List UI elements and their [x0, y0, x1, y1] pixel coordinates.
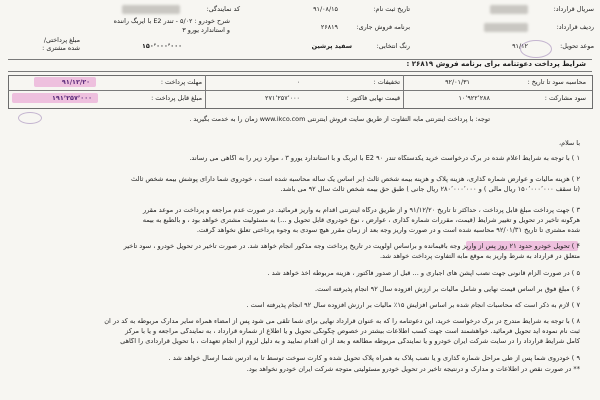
paragraph-3b: هرگونه تاخیر در تحویل و تغییر شرایط (قیمت، مقررات شماره گذاری ، عوارض ، نوع خودروی قابل تحویل و ...) به مسئولیت مشتری خواهد بود ، و بالطبع به بیمه [142, 217, 580, 224]
paragraph-8a: ۸ ) با توجه به شرایط مندرج در برگ درخواست خرید، این دعوتنامه را که به عنوان قرارداد نهایی برای شما تلقی می شود پس از امضاء همراه سایر مدارک مربوطه به کد در آن [104, 318, 580, 325]
delivery-value: ۹۱/۱۲ [512, 42, 528, 50]
paragraph-8c: کامل شرایط قرارداد را در سایت شرکت ایران خودرو و یا نمایندگی مربوطه مطالعه و بعد از آن اقدام نمایید و به دلیل لزوم از انجام تعهدات ، با تحویل قراردادی را آگاهی [120, 338, 580, 345]
price-value: ۱۵۰٬۰۰۰٬۰۰۰ [142, 42, 182, 50]
paragraph-3c: شده مشتری تا تاریخ ۹۲/۰۱/۳۱ محاسبه شده است و در صورت واریز وجه بعد از زمان مقرر هیچ سودی به وجوه پرداختی تعلق نخواهد گرفت. [196, 227, 580, 234]
partnership-profit-label: سود مشارکت : [544, 94, 586, 102]
internet-payment-note: توجه: با پرداخت اینترنتی مابه التفاوت از طریق سایت فروش اینترنتی www.ikco.com زمان را به خدمت بگیرید . [189, 115, 490, 123]
color-value: سفید پرشین [311, 42, 352, 50]
serial-value-redacted [490, 5, 528, 14]
greeting: با سلام، [559, 139, 580, 147]
partnership-profit-value: ۱۰٬۹۲۲٬۲۸۸ [458, 94, 490, 102]
paragraph-footnote: ** در صورت نقص در اطلاعات و مدارک و درنتیجه تاخیر در تحویل خودرو مسئولیتی متوجه شرکت ایران خودرو نخواهد بود. [246, 366, 580, 373]
dealer-value-redacted [122, 5, 180, 14]
summary-row-divider [8, 90, 592, 91]
due-date-value: ۹۱/۱۲/۲۰ [61, 78, 90, 86]
stamp-mark-small [18, 112, 42, 124]
delivery-label: موعد تحویل: [560, 42, 594, 50]
row-label: ردیف قرارداد: [556, 23, 594, 31]
date-value: ۹۱/۰۸/۱۵ [313, 5, 338, 13]
dealer-label: کد نمایندگی: [206, 5, 240, 13]
payable-value: ۱۹۱٬۲۵۷٬۰۰۰ [52, 94, 92, 102]
due-date-label: مهلت پرداخت : [160, 78, 202, 86]
paragraph-7: ۷ ) لازم به ذکر است که محاسبات انجام شده بر اساس افزایش ۱۵٪ مالیات بر ارزش افزوده سال ۹۲ انجام پذیرفته است . [246, 302, 580, 309]
car-description-2: و استاندارد یورو ۳ [182, 26, 230, 34]
discount-value: ۰ [296, 78, 300, 86]
paragraph-6: ۶ ) مبلغ فوق بر اساس قیمت نهایی و شامل مالیات بر ارزش افزوده سال ۹۲ انجام پذیرفته است. [314, 286, 580, 293]
payment-terms-title: شرایط پرداخت دعوتنامه برای برنامه فروش ۲۶۸۱۹ : [406, 60, 586, 68]
payable-label: مبلغ قابل پرداخت : [151, 94, 202, 102]
final-price-label: قیمت نهایی فاکتور : [346, 94, 400, 102]
price-label: مبلغ پرداختی/ [43, 36, 80, 44]
paragraph-2a: ۲ ) هزینه مالیات و عوارض شماره گذاری، هزینه پلاک و هزینه بیمه شخص ثالث (بر اساس یک ساله محاسبه شده است ، خودروی شما دارای پوشش بیمه شخص ثالث [131, 176, 580, 183]
car-description-1: شرح خودرو : ۵/۰۲ - تندر E2 با ایربگ راننده [113, 17, 230, 25]
row-value-redacted [484, 23, 528, 32]
final-price-value: ۲۷۱٬۲۵۷٬۰۰۰ [265, 94, 300, 102]
stamp-mark [520, 40, 552, 58]
program-label: برنامه فروش جاری: [356, 23, 410, 31]
paragraph-5: ۵ ) در صورت الزام قانونی جهت نصب آپشن های اجباری و ... قبل از صدور فاکتور ، هزینه مربوطه اخذ خواهد شد . [267, 270, 580, 277]
profit-date-value: ۹۲/۰۱/۳۱ [445, 78, 470, 86]
discount-label: تخفیفات : [373, 78, 400, 86]
color-label: رنگ انتخابی: [376, 42, 410, 50]
title-rule-bottom [8, 71, 592, 72]
paragraph-1: ۱ ) با توجه به شرایط اعلام شده در برگ درخواست خرید یکدستگاه تندر ۹۰ E2 با ایربگ و با استاندارد یورو ۳ ، موارد زیر را به آگاهی می رساند. [189, 155, 580, 162]
paragraph-3a: ۳ ) جهت پرداخت مبلغ قابل پرداخت ، حداکثر تا تاریخ ۹۱/۱۲/۲۰ و از طریق درگاه اینترنتی اقدام به واریز فرمائید. در صورت عدم مراجعه و پرداخت در موعد مقرر [142, 207, 580, 214]
profit-date-label: محاسبه سود تا تاریخ : [527, 78, 586, 86]
serial-label: سریال قرارداد: [553, 5, 594, 13]
summary-col-divider-1 [205, 75, 206, 108]
paragraph-4a: ۴ ) تحویل خودرو حدود ۲۱ روز پس از واریز وجه باقیمانده و براساس اولویت در تاریخ پرداخت وجه مذکور انجام خواهد شد. در صورت تاخیر در تحویل خودرو ، سود تاخیر [123, 243, 580, 250]
paragraph-2b: (تا سقف ۱۵۰٬۰۰۰٬۰۰۰ ریال مالی ) و ۲۸۰٬۰۰۰٬۰۰۰ ریال جانی ) طبق حق بیمه شخص ثالث سال ۹۲ می باشد. [280, 186, 580, 193]
price-label-2: شده مشتری : [42, 44, 80, 52]
paragraph-9: ۹ ) خودروی شما پس از طی مراحل شماره گذاری و یا نصب پلاک به همراه پلاک تحویل شده و کارت سوخت توسط تا به آدرس شما ارسال خواهد شد . [168, 355, 580, 362]
date-label: تاریخ ثبت نام: [373, 5, 410, 13]
paragraph-4b: متعلق در قرارداد به شرط واریز به موقع مابه التفاوت پرداخت خواهد شد. [379, 253, 580, 260]
program-value: ۲۶۸۱۹ [320, 23, 338, 31]
paragraph-8b: ثبت نام نموده اید تحویل فرمائید. خواهشمند است جهت کسب اطلاعات بیشتر در خصوص چگونگی تحویل و یا اطلاع از شماره قرارداد ، به نمایندگی مراجعه و یا با مرکز [125, 328, 580, 335]
summary-col-divider-2 [403, 75, 404, 108]
